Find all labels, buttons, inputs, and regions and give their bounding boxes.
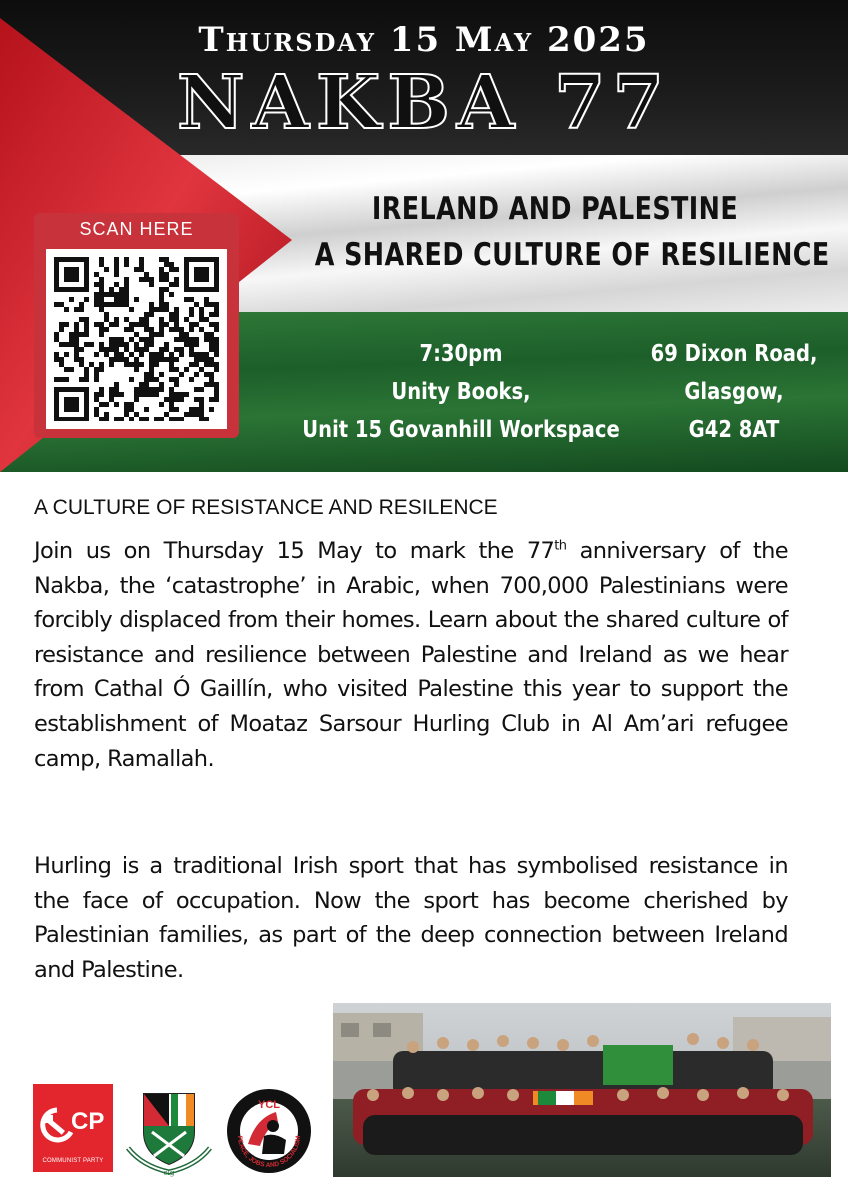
- hurling-paragraph: Hurling is a traditional Irish sport that has symbolised resistance in the face of occupation. Now the sport has become cherished by Palestinian families, as part of the deep connection between Ireland and Palestine.: [34, 853, 788, 983]
- qr-card: [34, 213, 239, 438]
- address-street: 69 Dixon Road,: [650, 341, 818, 367]
- event-time: 7:30pm: [419, 341, 503, 367]
- event-time-venue: [299, 335, 624, 449]
- event-unit: Unit 15 Govanhill Workspace: [302, 417, 620, 443]
- intro-text-start: Join us on Thursday 15 May to mark the 77: [34, 538, 555, 564]
- flag-banner: [0, 0, 848, 472]
- intro-text-rest: anniversary of the Nakba, the ‘catastrophe’ in Arabic, when 700,000 Palestinians were forcibly displaced from their homes. Learn about the shared culture of resistance and resilience between Palestine and Ireland as we hear from Cathal Ó Gaillín, who visited Palestine this year to support the establishment of Moataz Sarsour Hurling Club in Al Am’ari refugee camp, Ramallah.: [34, 538, 788, 772]
- page-title: NAKBA 77: [176, 60, 672, 146]
- qr-code-icon: [54, 257, 219, 421]
- subtitle-line-2: A SHARED CULTURE OF RESILIENCE: [314, 237, 830, 273]
- intro-paragraph: [34, 534, 788, 776]
- subtitle-line-1: IRELAND AND PALESTINE: [371, 191, 739, 227]
- ycl-letters: YCL: [258, 1099, 280, 1111]
- event-venue: Unity Books,: [391, 379, 531, 405]
- cp-name: COMMUNIST PARTY: [42, 1158, 104, 1164]
- ycl-motto: PEACE, JOBS AND SOCIALISM: [235, 1135, 303, 1170]
- communist-party-logo: [33, 1084, 113, 1172]
- qr-label: SCAN HERE: [79, 219, 194, 239]
- qr-code[interactable]: [46, 249, 227, 429]
- cp-letters: CP: [71, 1108, 105, 1135]
- shield-motto: clg: [163, 1169, 175, 1177]
- address-city: Glasgow,: [684, 379, 784, 405]
- ordinal-suffix: th: [554, 538, 567, 554]
- gaa-club-crest-icon: [122, 1086, 216, 1178]
- event-subtitle: [314, 186, 830, 278]
- team-group: [353, 1045, 813, 1155]
- section-heading: A CULTURE OF RESISTANCE AND RESILENCE: [34, 496, 498, 519]
- event-date: Thursday 15 May 2025: [198, 20, 650, 60]
- address-postcode: G42 8AT: [688, 417, 780, 443]
- hurling-team-photo: [333, 1003, 831, 1177]
- ycl-logo-icon: [226, 1088, 312, 1174]
- event-address: [635, 335, 832, 449]
